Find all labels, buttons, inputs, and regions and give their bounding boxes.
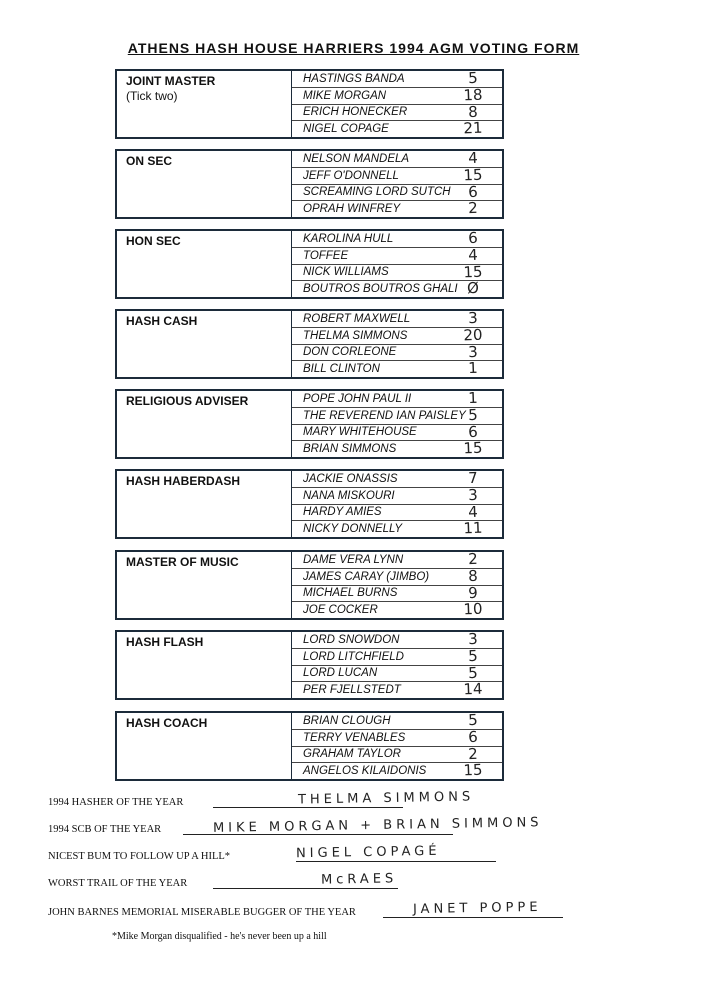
handwritten-answer: MIKE MORGAN + BRIAN SIMMONS — [212, 815, 543, 836]
candidate-row — [292, 281, 502, 297]
handwritten-answer: JANET POPPE — [412, 899, 542, 918]
candidate-name: LORD LITCHFIELD — [303, 650, 404, 663]
vote-count: 4 — [467, 245, 479, 264]
candidate-name: JEFF O'DONNELL — [303, 169, 399, 182]
candidate-row — [292, 118, 502, 138]
award-label: 1994 SCB OF THE YEAR — [48, 824, 162, 835]
candidate-list — [291, 549, 502, 619]
candidate-name: POPE JOHN PAUL II — [303, 392, 412, 405]
candidate-row — [292, 245, 502, 265]
award-label: 1994 HASHER OF THE YEAR — [48, 797, 184, 808]
candidate-name: NICKY DONNELLY — [303, 523, 403, 536]
vote-count: 6 — [467, 727, 479, 746]
form-title: ATHENS HASH HOUSE HARRIERS 1994 AGM VOTING FORM — [127, 40, 580, 56]
candidate-name: LORD LUCAN — [303, 667, 378, 680]
award-row — [48, 815, 668, 839]
candidate-name: DAME VERA LYNN — [303, 553, 404, 566]
ballot-section — [115, 149, 504, 219]
vote-count: 6 — [467, 182, 479, 201]
candidate-name: NELSON MANDELA — [303, 152, 410, 165]
position-name: ON SEC — [126, 154, 173, 168]
footnote: *Mike Morgan disqualified - he's never been up a hill — [112, 931, 327, 942]
candidate-row — [292, 405, 502, 425]
award-row — [48, 788, 668, 812]
vote-count: 5 — [467, 710, 479, 730]
candidate-name: BOUTROS BOUTROS GHALI — [303, 283, 458, 296]
ballot-section — [115, 229, 504, 299]
answer-line — [296, 861, 496, 862]
vote-count: 15 — [463, 760, 483, 780]
ballot-section — [115, 630, 504, 700]
position-title — [126, 154, 172, 169]
candidate-row — [292, 566, 502, 586]
candidate-name: TERRY VENABLES — [303, 731, 406, 744]
candidate-row — [292, 325, 502, 345]
candidate-row — [292, 646, 502, 666]
position-name: MASTER OF MUSIC — [126, 555, 239, 569]
vote-count: 2 — [467, 199, 479, 218]
vote-count: 14 — [463, 679, 483, 699]
position-title — [126, 314, 197, 329]
candidate-name: BRIAN CLOUGH — [303, 714, 391, 727]
vote-count: 5 — [467, 405, 479, 424]
vote-count: 18 — [463, 85, 483, 105]
candidate-name: PER FJELLSTEDT — [303, 684, 401, 697]
vote-count: 7 — [467, 468, 479, 488]
candidate-row — [292, 201, 502, 217]
candidate-name: JAMES CARAY (JIMBO) — [303, 570, 430, 583]
candidate-name: THELMA SIMMONS — [303, 329, 408, 342]
candidate-name: ANGELOS KILAIDONIS — [303, 765, 427, 778]
candidate-name: ROBERT MAXWELL — [303, 312, 411, 325]
position-name: HASH HABERDASH — [126, 474, 241, 488]
vote-count: 9 — [467, 583, 479, 602]
handwritten-answer: NIGEL COPAGÉ — [295, 843, 441, 862]
position-name: HASH COACH — [126, 716, 208, 730]
candidate-name: SCREAMING LORD SUTCH — [303, 186, 451, 199]
position-title — [126, 555, 239, 570]
candidate-row — [292, 679, 502, 699]
handwritten-answer: McRAES — [320, 871, 398, 888]
candidate-row — [292, 760, 502, 780]
vote-count: 4 — [467, 502, 479, 521]
vote-count: 3 — [467, 485, 479, 504]
candidate-name: KAROLINA HULL — [303, 232, 394, 245]
candidate-list — [291, 148, 502, 218]
vote-count: 8 — [467, 102, 479, 121]
position-title — [126, 74, 215, 104]
candidate-name: GRAHAM TAYLOR — [303, 748, 401, 761]
vote-count: 2 — [467, 744, 479, 763]
candidate-row — [292, 485, 502, 505]
candidate-name: NIGEL COPAGE — [303, 123, 389, 136]
vote-count: Ø — [466, 279, 480, 298]
vote-count: 3 — [467, 342, 479, 361]
vote-count: 11 — [463, 518, 483, 538]
position-name: JOINT MASTER — [126, 74, 216, 88]
answer-line — [213, 888, 398, 889]
award-row — [48, 842, 668, 866]
position-title — [126, 474, 240, 489]
vote-count: 15 — [463, 262, 483, 281]
candidate-list — [291, 228, 502, 298]
award-row — [48, 898, 668, 922]
candidate-name: NANA MISKOURI — [303, 489, 395, 502]
answer-line — [383, 917, 563, 918]
award-row — [48, 869, 668, 893]
candidate-name: MARY WHITEHOUSE — [303, 426, 417, 439]
vote-count: 5 — [467, 663, 479, 682]
candidate-list — [291, 710, 502, 780]
candidate-name: HASTINGS BANDA — [303, 72, 405, 85]
candidate-name: OPRAH WINFREY — [303, 203, 401, 216]
candidate-list — [291, 468, 502, 538]
vote-count: 1 — [467, 359, 479, 378]
ballot-section — [115, 309, 504, 379]
candidate-name: LORD SNOWDON — [303, 633, 400, 646]
vote-count: 3 — [467, 629, 479, 649]
vote-count: 2 — [467, 549, 479, 569]
candidate-name: MICHAEL BURNS — [303, 587, 398, 600]
position-title — [126, 716, 207, 731]
candidate-list — [291, 308, 502, 378]
position-name: RELIGIOUS ADVISER — [126, 394, 249, 408]
candidate-list — [291, 68, 502, 138]
vote-count: 3 — [467, 308, 479, 328]
candidate-name: MIKE MORGAN — [303, 89, 387, 102]
candidate-name: HARDY AMIES — [303, 506, 382, 519]
vote-count: 5 — [467, 68, 479, 88]
candidate-list — [291, 388, 502, 458]
candidate-name: TOFFEE — [303, 249, 349, 262]
candidate-row — [292, 599, 502, 619]
position-name: HON SEC — [126, 234, 181, 248]
ballot-section — [115, 469, 504, 539]
vote-count: 15 — [463, 165, 483, 185]
position-title — [126, 394, 248, 409]
vote-count: 15 — [463, 438, 483, 458]
ballot-section — [115, 69, 504, 139]
candidate-name: THE REVEREND IAN PAISLEY — [303, 409, 466, 422]
candidate-name: JACKIE ONASSIS — [303, 472, 398, 485]
ballot-section — [115, 550, 504, 620]
vote-count: 4 — [467, 148, 479, 168]
vote-count: 5 — [467, 646, 479, 665]
ballot-section — [115, 711, 504, 781]
vote-count: 6 — [467, 422, 479, 441]
vote-count: 8 — [467, 566, 479, 585]
candidate-name: BILL CLINTON — [303, 363, 380, 376]
vote-count: 6 — [467, 228, 479, 248]
candidate-name: NICK WILLIAMS — [303, 266, 389, 279]
position-note: (Tick two) — [126, 89, 178, 103]
candidate-name: JOE COCKER — [303, 604, 378, 617]
handwritten-answer: THELMA SIMMONS — [297, 789, 475, 808]
candidate-row — [292, 438, 502, 458]
candidate-row — [292, 518, 502, 538]
candidate-row — [292, 361, 502, 377]
candidate-row — [292, 727, 502, 747]
award-label: WORST TRAIL OF THE YEAR — [48, 878, 188, 889]
position-title — [126, 635, 203, 650]
candidate-name: DON CORLEONE — [303, 346, 397, 359]
award-label: NICEST BUM TO FOLLOW UP A HILL* — [48, 851, 231, 862]
award-label: JOHN BARNES MEMORIAL MISERABLE BUGGER OF THE YEAR — [48, 907, 356, 918]
ballot-section — [115, 389, 504, 459]
vote-count: 10 — [463, 599, 483, 619]
vote-count: 21 — [463, 118, 483, 138]
candidate-name: ERICH HONECKER — [303, 106, 408, 119]
position-name: HASH FLASH — [126, 635, 204, 649]
candidate-row — [292, 165, 502, 185]
candidate-name: BRIAN SIMMONS — [303, 443, 397, 456]
vote-count: 1 — [467, 388, 479, 408]
vote-count: 20 — [463, 325, 483, 345]
candidate-list — [291, 629, 502, 699]
position-name: HASH CASH — [126, 314, 198, 328]
position-title — [126, 234, 181, 249]
candidate-row — [292, 85, 502, 105]
